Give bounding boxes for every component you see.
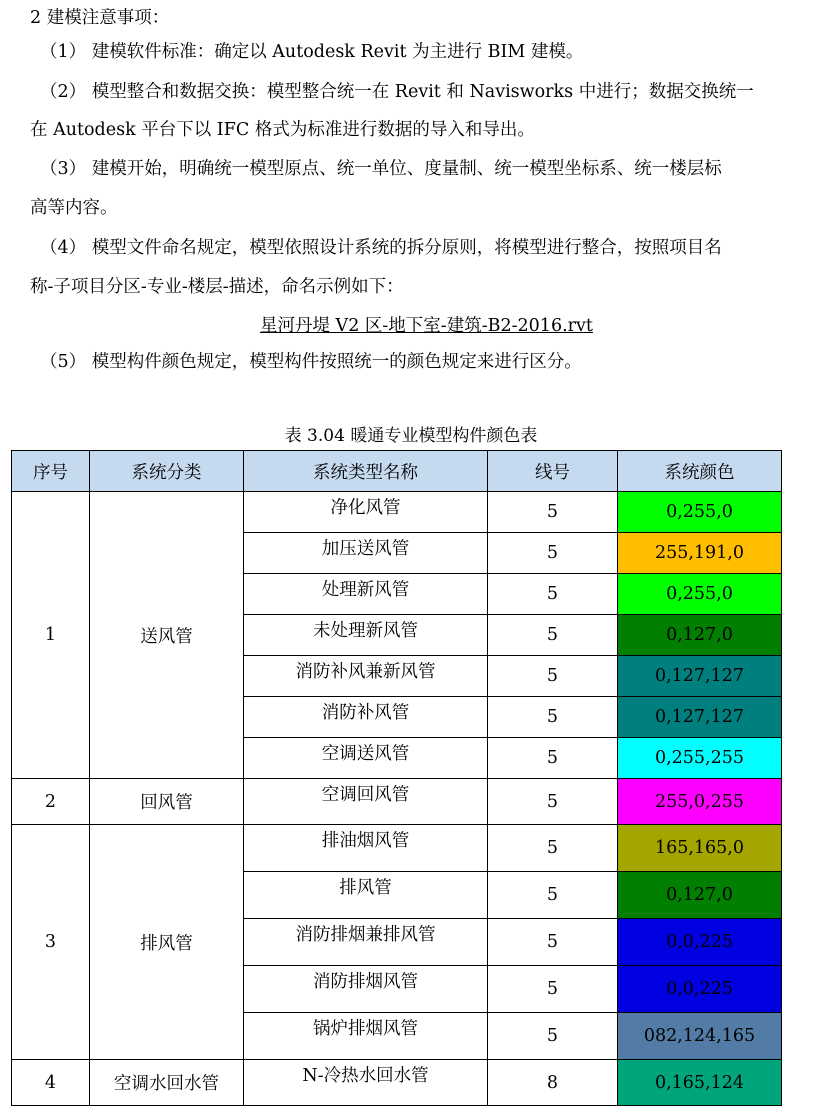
color-swatch-cell: 0,0,225 bbox=[618, 919, 782, 966]
paragraph-text: 建模开始，明确统一模型原点、统一单位、度量制、统一模型坐标系、统一楼层标 bbox=[91, 159, 722, 179]
paragraph-2-cont: 在 Autodesk 平台下以 IFC 格式为标准进行数据的导入和导出。 bbox=[30, 120, 535, 140]
line-number-cell: 5 bbox=[488, 966, 618, 1013]
line-number-cell: 5 bbox=[488, 919, 618, 966]
paragraph-number: （1） bbox=[40, 42, 87, 62]
paragraph-text: 建模软件标准：确定以 Autodesk Revit 为主进行 BIM 建模。 bbox=[91, 42, 584, 62]
color-swatch-cell: 0,127,127 bbox=[618, 656, 782, 697]
paragraph-4 bbox=[40, 236, 722, 260]
group-category-cell: 回风管 bbox=[90, 779, 244, 825]
header-system-color: 系统颜色 bbox=[618, 451, 782, 492]
type-name-cell: N-冷热水回水管 bbox=[244, 1060, 488, 1106]
color-swatch-cell: 0,165,124 bbox=[618, 1060, 782, 1106]
color-swatch-cell: 0,127,127 bbox=[618, 697, 782, 738]
paragraph-number: （3） bbox=[40, 159, 87, 179]
paragraph-3 bbox=[40, 157, 722, 181]
naming-example: 星河丹堤 V2 区-地下室-建筑-B2-2016.rvt bbox=[260, 316, 593, 336]
color-table bbox=[11, 450, 782, 1106]
line-number-cell: 5 bbox=[488, 872, 618, 919]
color-swatch-cell: 0,0,225 bbox=[618, 966, 782, 1013]
paragraph-text: 模型构件颜色规定，模型构件按照统一的颜色规定来进行区分。 bbox=[91, 352, 582, 372]
line-number-cell: 5 bbox=[488, 1013, 618, 1060]
line-number-cell: 5 bbox=[488, 697, 618, 738]
type-name-cell: 处理新风管 bbox=[244, 574, 488, 615]
type-name-cell: 锅炉排烟风管 bbox=[244, 1013, 488, 1060]
table-row bbox=[12, 492, 782, 533]
type-name-cell: 空调送风管 bbox=[244, 738, 488, 779]
group-category-cell: 排风管 bbox=[90, 825, 244, 1060]
table-header-row bbox=[12, 451, 782, 492]
line-number-cell: 5 bbox=[488, 615, 618, 656]
paragraph-number: （4） bbox=[40, 238, 87, 258]
type-name-cell: 消防排烟兼排风管 bbox=[244, 919, 488, 966]
table-row bbox=[12, 1060, 782, 1106]
type-name-cell: 排风管 bbox=[244, 872, 488, 919]
line-number-cell: 5 bbox=[488, 656, 618, 697]
group-index-cell: 3 bbox=[12, 825, 90, 1060]
type-name-cell: 空调回风管 bbox=[244, 779, 488, 825]
paragraph-3-cont: 高等内容。 bbox=[30, 198, 118, 218]
type-name-cell: 排油烟风管 bbox=[244, 825, 488, 872]
color-swatch-cell: 255,191,0 bbox=[618, 533, 782, 574]
type-name-cell: 净化风管 bbox=[244, 492, 488, 533]
type-name-cell: 未处理新风管 bbox=[244, 615, 488, 656]
group-index-cell: 2 bbox=[12, 779, 90, 825]
paragraph-2 bbox=[40, 80, 754, 104]
line-number-cell: 5 bbox=[488, 492, 618, 533]
type-name-cell: 消防补风管 bbox=[244, 697, 488, 738]
table-caption: 表 3.04 暖通专业模型构件颜色表 bbox=[284, 426, 538, 446]
paragraph-number: （2） bbox=[40, 82, 87, 102]
header-index: 序号 bbox=[12, 451, 90, 492]
section-heading: 2 建模注意事项： bbox=[30, 8, 170, 28]
color-swatch-cell: 0,255,255 bbox=[618, 738, 782, 779]
type-name-cell: 加压送风管 bbox=[244, 533, 488, 574]
paragraph-number: （5） bbox=[40, 352, 87, 372]
color-swatch-cell: 0,255,0 bbox=[618, 574, 782, 615]
type-name-cell: 消防补风兼新风管 bbox=[244, 656, 488, 697]
group-category-cell: 空调水回水管 bbox=[90, 1060, 244, 1106]
table-row bbox=[12, 779, 782, 825]
line-number-cell: 5 bbox=[488, 779, 618, 825]
color-swatch-cell: 255,0,255 bbox=[618, 779, 782, 825]
type-name-cell: 消防排烟风管 bbox=[244, 966, 488, 1013]
line-number-cell: 5 bbox=[488, 825, 618, 872]
paragraph-1 bbox=[40, 40, 583, 64]
header-line-number: 线号 bbox=[488, 451, 618, 492]
line-number-cell: 5 bbox=[488, 574, 618, 615]
color-swatch-cell: 082,124,165 bbox=[618, 1013, 782, 1060]
paragraph-text: 模型文件命名规定，模型依照设计系统的拆分原则，将模型进行整合，按照项目名 bbox=[91, 238, 722, 258]
paragraph-4-cont: 称-子项目分区-专业-楼层-描述，命名示例如下： bbox=[30, 277, 404, 297]
header-type-name: 系统类型名称 bbox=[244, 451, 488, 492]
group-category-cell: 送风管 bbox=[90, 492, 244, 779]
color-swatch-cell: 0,255,0 bbox=[618, 492, 782, 533]
line-number-cell: 5 bbox=[488, 738, 618, 779]
color-swatch-cell: 0,127,0 bbox=[618, 872, 782, 919]
line-number-cell: 5 bbox=[488, 533, 618, 574]
paragraph-text: 模型整合和数据交换：模型整合统一在 Revit 和 Navisworks 中进行；数据交换统一 bbox=[91, 82, 754, 102]
color-swatch-cell: 165,165,0 bbox=[618, 825, 782, 872]
line-number-cell: 8 bbox=[488, 1060, 618, 1106]
header-category: 系统分类 bbox=[90, 451, 244, 492]
color-swatch-cell: 0,127,0 bbox=[618, 615, 782, 656]
table-row bbox=[12, 825, 782, 872]
group-index-cell: 1 bbox=[12, 492, 90, 779]
group-index-cell: 4 bbox=[12, 1060, 90, 1106]
paragraph-5 bbox=[40, 350, 582, 374]
